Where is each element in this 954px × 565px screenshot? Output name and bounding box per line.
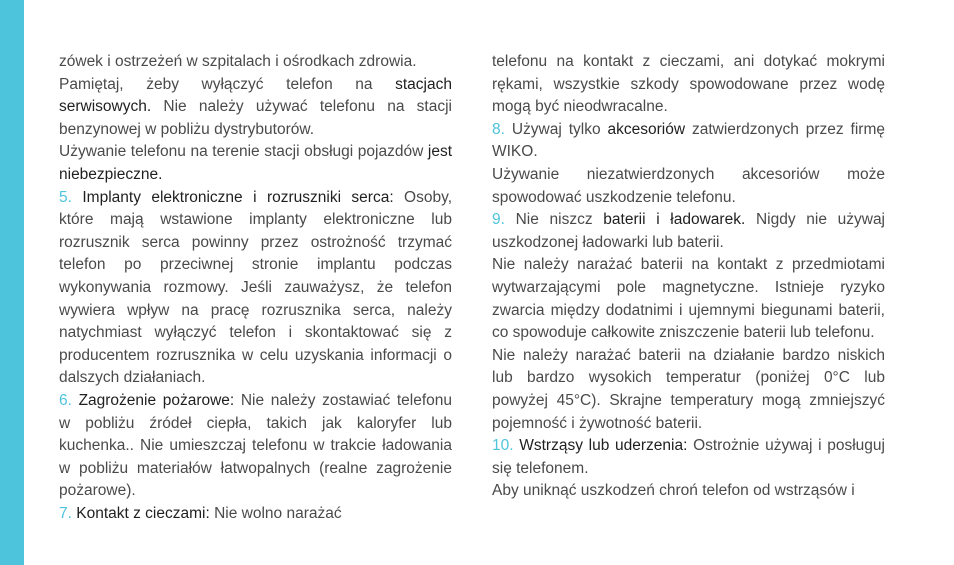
text: Nie niszcz: [504, 211, 604, 229]
section-number: 9.: [492, 211, 505, 229]
text: Nie należy narażać baterii na kontakt z przedmiotami wytwarzającymi pole magnetyczne. Istnieje ryzyko zwarcia między dodatnimi i ujemnymi biegunami baterii, co spowoduje całkowite zniszczenie baterii lub telefonu.: [492, 256, 885, 342]
bold-term: jest niebezpieczne.: [59, 143, 452, 183]
text: Pamiętaj, żeby wyłączyć telefon na: [59, 75, 396, 93]
bold-term: akcesoriów: [607, 120, 686, 138]
paragraph: [492, 254, 885, 344]
text: Używanie niezatwierdzonych akcesoriów może spowodować uszkodzenie telefonu.: [492, 165, 885, 206]
paragraph: [492, 51, 885, 119]
section-number: 10.: [492, 437, 514, 455]
section-text: Ostrożnie używaj i posługuj się telefonem.: [492, 437, 885, 477]
paragraph: [492, 345, 885, 435]
section-text: Nie należy zostawiać telefonu w pobliżu źródeł ciepła, takich jak kaloryfer lub kuchenka.. Nie umieszczaj telefonu w trakcie ładowania w pobliżu materiałów łatwopalnych (realne zagrożenie pożarowe).: [59, 391, 452, 500]
text: Nie należy narażać baterii na działanie bardzo niskich lub bardzo wysokich temperatur (poniżej 0°C lub powyżej 45°C). Skrajne temperatury mogą zmniejszyć pojemność i żywotność baterii.: [492, 346, 885, 432]
text: zówek i ostrzeżeń w szpitalach i ośrodkach zdrowia.: [59, 53, 417, 70]
section-5: [59, 187, 452, 390]
bold-term: stacjach serwisowych.: [59, 75, 452, 116]
paragraph: [492, 480, 885, 503]
paragraph: [492, 164, 885, 209]
section-number: 5.: [59, 188, 72, 206]
accent-sidebar-stripe: [0, 0, 24, 565]
section-title: Kontakt z cieczami:: [76, 504, 210, 522]
right-column: [492, 51, 885, 503]
section-text: Nigdy nie używaj uszkodzonej ładowarki lub baterii.: [492, 211, 886, 251]
text: Używanie telefonu na terenie stacji obsługi pojazdów: [59, 143, 428, 161]
section-7: [59, 503, 452, 526]
section-number: 7.: [59, 504, 72, 522]
text: telefonu na kontakt z cieczami, ani dotykać mokrymi rękami, wszystkie szkody spowodowane przez wodę mogą być nieodwracalne.: [492, 53, 885, 116]
section-number: 6.: [59, 391, 72, 409]
section-title: Wstrząsy lub uderzenia:: [519, 437, 688, 455]
bold-term: baterii i ładowarek.: [603, 211, 746, 229]
section-title: Zagrożenie pożarowe:: [78, 391, 235, 409]
section-text: zatwierdzonych przez firmę WIKO.: [492, 120, 885, 161]
section-8: [492, 119, 885, 164]
paragraph: [59, 141, 452, 186]
section-number: 8.: [492, 120, 505, 138]
section-title: Implanty elektroniczne i rozruszniki serca:: [82, 188, 394, 206]
paragraph: [59, 74, 452, 142]
section-6: [59, 390, 452, 503]
section-text: Nie wolno narażać: [209, 504, 342, 522]
paragraph: [59, 51, 452, 74]
section-text: Osoby, które mają wstawione implanty elektroniczne lub rozrusznik serca powinny przez ostrożność trzymać telefon po przeciwnej stronie implantu podczas wykonywania rozmowy. Jeśli zauważysz, że telefon wywiera wpływ na pracę rozrusznika serca, należy natychmiast wyłączyć telefon i skontaktować się z producentem rozrusznika w celu uzyskania informacji o dalszych działaniach.: [59, 188, 453, 387]
text: Używaj tylko: [504, 120, 608, 138]
text: Nie należy używać telefonu na stacji benzynowej w pobliżu dystrybutorów.: [59, 98, 452, 138]
text: Aby uniknąć uszkodzeń chroń telefon od wstrząsów i: [492, 482, 855, 500]
section-9: [492, 209, 885, 254]
section-10: [492, 435, 885, 480]
left-column: [59, 51, 452, 525]
